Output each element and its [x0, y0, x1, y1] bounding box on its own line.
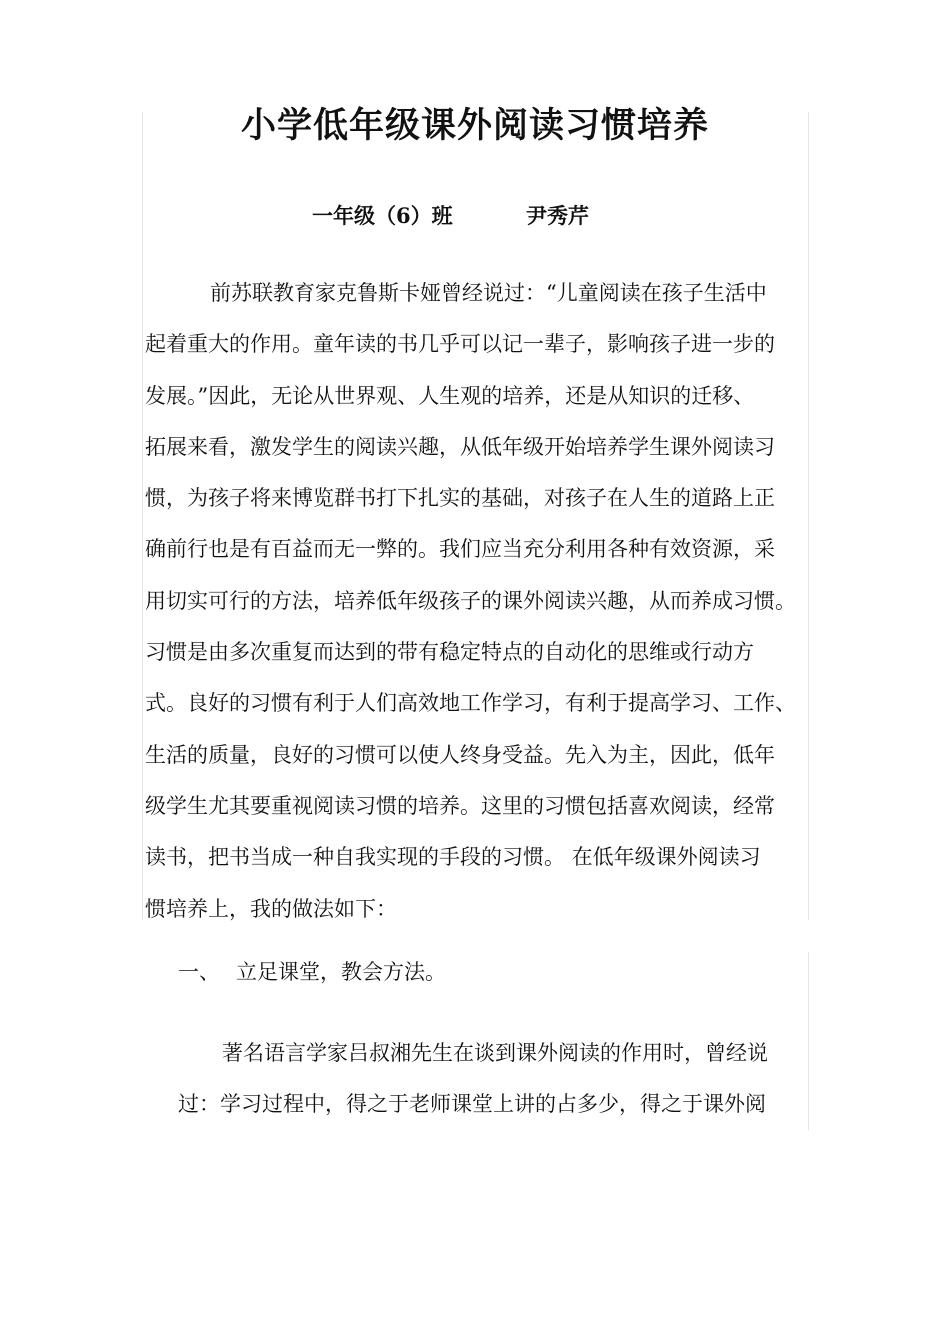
text-frame-2-right-border	[808, 952, 809, 1130]
paragraph-line: 起着重大的作用。童年读的书几乎可以记一辈子，影响孩子进一步的	[145, 332, 775, 357]
paragraph-line: 发展。”因此，无论从世界观、人生观的培养，还是从知识的迁移、	[145, 383, 755, 408]
paragraph-line: 生活的质量，良好的习惯可以使人终身受益。先入为主，因此，低年	[145, 742, 775, 767]
section-1-title: 立足课堂，教会方法。	[236, 960, 446, 984]
paragraph-line: 惯培养上，我的做法如下：	[145, 896, 397, 921]
text-frame-left-border	[142, 112, 143, 920]
byline-author: 尹秀芹	[526, 203, 589, 228]
paragraph-line: 级学生尤其要重视阅读习惯的培养。这里的习惯包括喜欢阅读，经常	[145, 793, 775, 818]
intro-paragraph	[145, 268, 813, 935]
paragraph-line: 确前行也是有百益而无一弊的。我们应当充分利用各种有效资源，采	[145, 537, 775, 562]
paragraph-line: 惯，为孩子将来博览群书打下扎实的基础，对孩子在人生的道路上正	[145, 486, 775, 511]
paragraph-line: 用切实可行的方法，培养低年级孩子的课外阅读兴趣，从而养成习惯。	[145, 588, 796, 613]
paragraph-line: 式。良好的习惯有利于人们高效地工作学习，有利于提高学习、工作、	[145, 691, 796, 716]
paragraph-line: 过：学习过程中，得之于老师课堂上讲的占多少，得之于课外阅	[178, 1092, 766, 1117]
section-1-heading	[178, 947, 446, 998]
byline-class: 一年级（6）班	[312, 203, 453, 228]
section-1-number: 一、	[178, 960, 220, 984]
paragraph-line: 拓展来看，激发学生的阅读兴趣，从低年级开始培养学生课外阅读习	[145, 434, 775, 459]
paragraph-line: 读书，把书当成一种自我实现的手段的习惯。 在低年级课外阅读习	[145, 845, 761, 870]
paragraph-line: 前苏联教育家克鲁斯卡娅曾经说过：“儿童阅读在孩子生活中	[210, 281, 767, 305]
paragraph-line: 著名语言学家吕叔湘先生在谈到课外阅读的作用时，曾经说	[222, 1041, 768, 1065]
document-title: 小学低年级课外阅读习惯培养	[240, 105, 709, 146]
section-1-paragraph	[178, 1028, 808, 1131]
paragraph-line: 习惯是由多次重复而达到的带有稳定特点的自动化的思维或行动方	[145, 640, 754, 665]
